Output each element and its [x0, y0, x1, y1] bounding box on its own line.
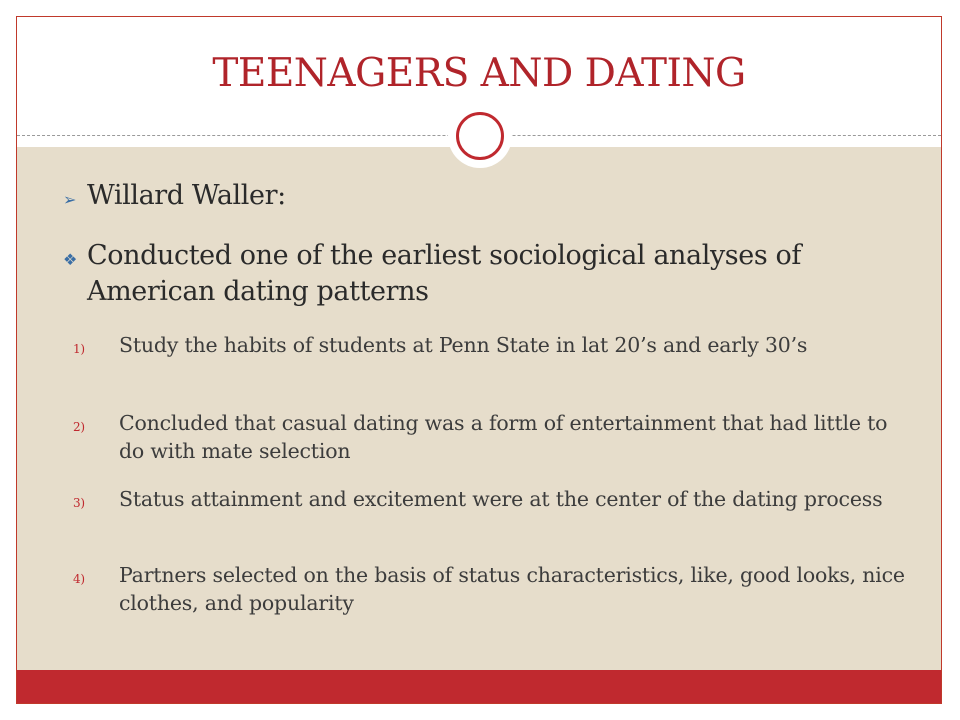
list-number: 4) [73, 572, 85, 586]
bullet-willard-waller [63, 178, 921, 214]
arrow-bullet-icon: ➢ [63, 190, 77, 209]
list-text: Concluded that casual dating was a form of entertainment that had little to do with mate selection [119, 411, 888, 463]
list-number: 1) [73, 342, 85, 356]
slide-title: TEENAGERS AND DATING [212, 51, 746, 96]
slide-frame [16, 16, 942, 704]
list-text: Partners selected on the basis of status characteristics, like, good looks, nice clothes, and popularity [119, 563, 905, 615]
list-number: 2) [73, 420, 85, 434]
list-text: Study the habits of students at Penn State in lat 20’s and early 30’s [119, 333, 808, 357]
list-item-4 [73, 561, 911, 617]
diamond-bullet-icon: ❖ [63, 250, 77, 269]
circle-ornament-icon [448, 104, 512, 168]
list-item-1 [73, 331, 911, 359]
list-text: Status attainment and excitement were at the center of the dating process [119, 487, 883, 511]
bullet-conducted [63, 238, 921, 310]
content-area [17, 147, 941, 671]
list-item-3 [73, 485, 911, 513]
ring-icon [456, 112, 504, 160]
list-number: 3) [73, 496, 85, 510]
bullet-text: Willard Waller: [87, 180, 286, 211]
list-item-2 [73, 409, 911, 465]
bullet-text: Conducted one of the earliest sociological analyses of American dating patterns [87, 240, 801, 307]
bottom-accent-bar [17, 670, 941, 703]
